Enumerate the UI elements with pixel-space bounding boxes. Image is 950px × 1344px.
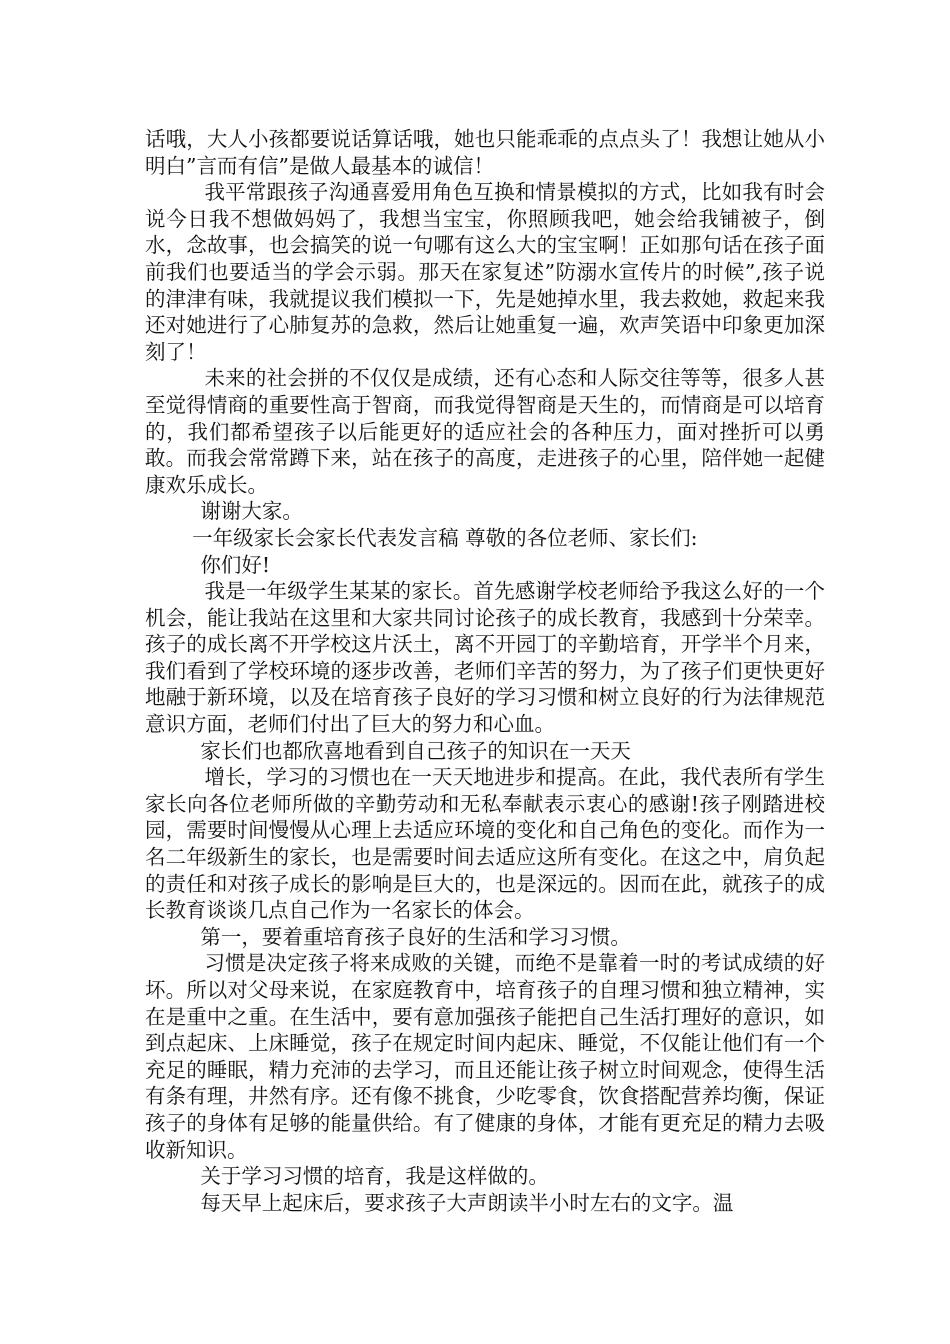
speech-title: 一年级家长会家长代表发言稿 尊敬的各位老师、家长们: — [192, 525, 698, 550]
paragraph-habits: 习惯是决定孩子将来成败的关键，而绝不是靠着一时的考试成绩的好坏。所以对父母来说，在家庭教育中，培育孩子的自理习惯和独立精神，实在是重中之重。在生活中，要有意加强孩子能把自己生活打理好的意识，如到点起床、上床睡觉，孩子在规定时间内起床、睡觉，不仅能让他们有一个充足的睡眠，精力充沛的去学习，而且还能让孩子树立时间观念，使得生活有条有理，井然有序。还有像不挑食，少吃零食，饮食搭配营养均衡，保证孩子的身体有足够的能量供给。有了健康的身体，才能有更充足的精力去吸收新知识。 — [145, 951, 825, 1162]
paragraph-continuation: 话哦，大人小孩都要说话算话哦，她也只能乖乖的点点头了！我想让她从小明白”言而有信”是做人最基本的诚信！ — [145, 127, 825, 178]
paragraph-emotional-intelligence: 未来的社会拼的不仅仅是成绩，还有心态和人际交往等等，很多人甚至觉得情商的重要性高于智商，而我觉得智商是天生的，而情商是可以培育的，我们都希望孩子以后能更好的适应社会的各种压力，面对挫折可以勇敢。而我会常常蹲下来，站在孩子的高度，走进孩子的心里，陪伴她一起健康欢乐成长。 — [145, 366, 825, 497]
paragraph-greeting: 你们好! — [200, 552, 271, 577]
paragraph-parents-pleased: 家长们也都欣喜地看到自己孩子的知识在一天天 — [200, 738, 631, 763]
paragraph-study-habits: 关于学习习惯的培育，我是这样做的。 — [200, 1164, 549, 1189]
paragraph-thanks: 谢谢大家。 — [200, 499, 303, 524]
document-body — [145, 126, 825, 1216]
paragraph-growth: 增长，学习的习惯也在一天天地进步和提高。在此，我代表所有学生家长向各位老师所做的辛勤劳动和无私奉献表示衷心的感谢!孩子刚踏进校园，需要时间慢慢从心理上去适应环境的变化和自己角色的变化。而作为一名二年级新生的家长，也是需要时间去适应这所有变化。在这之中，肩负起的责任和对孩子成长的影响是巨大的，也是深远的。因而在此，就孩子的成长教育谈谈几点自己作为一名家长的体会。 — [145, 765, 825, 923]
paragraph-role-play: 我平常跟孩子沟通喜爱用角色互换和情景模拟的方式，比如我有时会说今日我不想做妈妈了，我想当宝宝，你照顾我吧，她会给我铺被子，倒水，念故事，也会搞笑的说一句哪有这么大的宝宝啊！正如那句话在孩子面前我们也要适当的学会示弱。那天在家复述”防溺水宣传片的时候”,孩子说的津津有味，我就提议我们模拟一下，先是她掉水里，我去救她，救起来我还对她进行了心肺复苏的急救，然后让她重复一遍，欢声笑语中印象更加深刻了！ — [145, 180, 825, 364]
paragraph-introduction: 我是一年级学生某某的家长。首先感谢学校老师给予我这么好的一个机会，能让我站在这里和大家共同讨论孩子的成长教育，我感到十分荣幸。孩子的成长离不开学校这片沃土，离不开园丁的辛勤培育，开学半个月来，我们看到了学校环境的逐步改善，老师们辛苦的努力，为了孩子们更快更好地融于新环境，以及在培育孩子良好的学习习惯和树立良好的行为法律规范意识方面，老师们付出了巨大的努力和心血。 — [145, 579, 825, 737]
paragraph-morning-reading: 每天早上起床后，要求孩子大声朗读半小时左右的文字。温 — [200, 1190, 734, 1215]
paragraph-point-one: 第一，要着重培育孩子良好的生活和学习习惯。 — [200, 924, 631, 949]
